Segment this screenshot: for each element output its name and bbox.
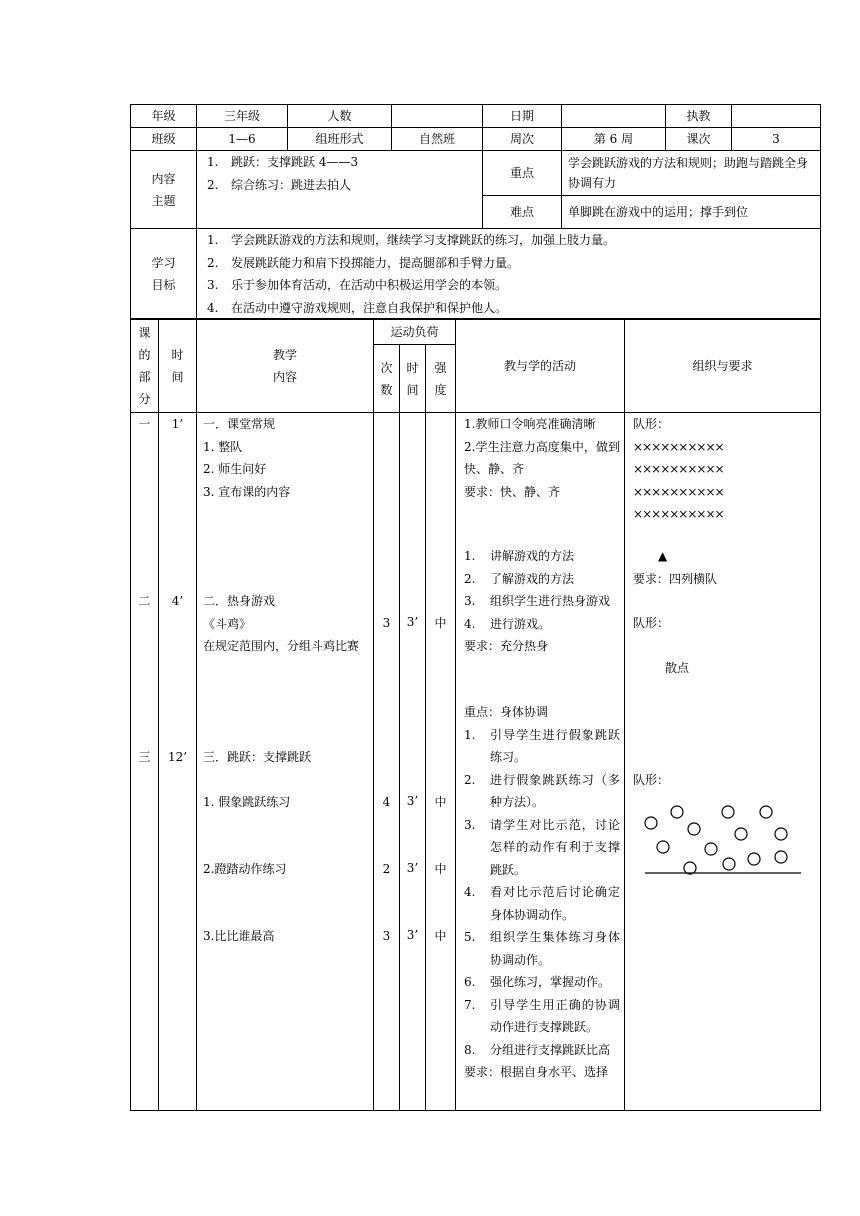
content-label: 内容 主题 (131, 151, 197, 229)
lesson-value: 3 (732, 128, 821, 151)
lesson-header-table (130, 104, 821, 151)
s1-item: 1. 整队 (203, 439, 243, 454)
col-activity: 教与学的活动 (456, 319, 625, 413)
activity-3-item: 6. 强化练习，掌握动作。 (464, 975, 611, 989)
goal-item: 2. 发展跳跃能力和肩下投掷能力，提高腿部和手臂力量。 (207, 255, 520, 270)
content-goals-table (130, 150, 821, 320)
grade-value: 三年级 (197, 105, 288, 128)
activity-3-item: 4. 看对比示范后讨论确定身体协调动作。 (464, 885, 621, 922)
col-load: 运动负荷 (374, 319, 456, 345)
activity-3-item: 7. 引导学生用正确的协调动作进行支撑跳跃。 (464, 997, 621, 1034)
teacher-triangle-icon: ▲ (658, 549, 668, 563)
form-value: 自然班 (392, 128, 483, 151)
student-circle (775, 828, 787, 840)
week-value: 第 6 周 (562, 128, 666, 151)
formation-row: ×××××××××× (633, 439, 724, 454)
date-value (562, 105, 666, 128)
col-load-intensity: 强 度 (426, 345, 456, 413)
difficulty-label: 难点 (483, 196, 562, 229)
part-cell (131, 413, 159, 1111)
content-items (197, 151, 483, 229)
part-2: 二 (138, 594, 151, 608)
load-intensity: 中 (434, 929, 447, 943)
activity-1-line: 2.学生注意力高度集中，做到快、静、齐 (464, 439, 621, 476)
goal-item: 1. 学会跳跃游戏的方法和规则，继续学习支撑跳跃的练习，加强上肢力量。 (207, 233, 616, 247)
activity-cell (456, 413, 625, 1111)
col-part: 课 的 部 分 (131, 319, 159, 413)
s2-title: 二．热身游戏 (203, 594, 276, 608)
s1-item: 3. 宣布课的内容 (203, 484, 291, 499)
count-label: 人数 (288, 105, 392, 128)
s3-title: 三．跳跃：支撑跳跃 (203, 750, 312, 764)
time-cell (159, 413, 197, 1111)
scatter-formation-diagram (633, 798, 819, 878)
student-circle (723, 858, 735, 870)
org-req-1: 要求：四列横队 (633, 572, 718, 586)
date-label: 日期 (483, 105, 562, 128)
load-duration: 3’ (406, 861, 419, 875)
goals-items (197, 229, 821, 320)
student-circle (760, 806, 772, 818)
formation-row: ×××××××××× (633, 462, 724, 476)
org-formation-label: 队形： (633, 616, 670, 630)
col-load-count: 次 数 (374, 345, 400, 413)
load-intensity: 中 (434, 616, 447, 630)
part-1: 一 (138, 417, 151, 431)
goals-label: 学习 目标 (131, 229, 197, 320)
load-duration: 3’ (406, 928, 419, 942)
org-formation-label: 队形： (633, 417, 670, 431)
content-item: 2. 综合练习：跳进去拍人 (207, 177, 352, 192)
s2-desc: 在规定范围内，分组斗鸡比赛 (203, 639, 360, 653)
col-content: 教学 内容 (197, 319, 374, 413)
grade-label: 年级 (131, 105, 197, 128)
class-value: 1—6 (197, 128, 288, 151)
student-circle (705, 843, 717, 855)
activity-2-item: 3. 组织学生进行热身游戏 (464, 594, 611, 608)
activity-3-req: 要求：根据自身水平、选择 (464, 1065, 609, 1079)
col-organization: 组织与要求 (625, 319, 821, 413)
load-intensity: 中 (434, 862, 447, 876)
formation-row: ×××××××××× (633, 484, 724, 499)
teacher-value (732, 105, 821, 128)
s3-item: 1. 假象跳跃练习 (203, 795, 291, 809)
load-intensity: 中 (434, 795, 447, 809)
time-3: 12’ (167, 750, 188, 764)
activity-3-item: 1. 引导学生进行假象跳跃练习。 (464, 727, 621, 764)
teacher-label: 执教 (666, 105, 732, 128)
load-count: 2 (382, 862, 391, 876)
load-duration: 3’ (406, 615, 419, 629)
activity-1-line: 要求：快、静、齐 (464, 484, 561, 499)
student-circle (645, 817, 657, 829)
org-scatter-label: 散点 (665, 661, 690, 675)
s1-title: 一．课堂常规 (203, 417, 276, 431)
load-count: 4 (382, 795, 391, 809)
time-2: 4’ (171, 594, 184, 608)
activity-1-line: 1.教师口令响亮准确清晰 (464, 417, 596, 431)
part-3: 三 (138, 750, 151, 764)
activity-2-item: 2. 了解游戏的方法 (464, 571, 575, 586)
activity-2-item: 1. 讲解游戏的方法 (464, 549, 575, 563)
s3-item: 3.比比谁最高 (203, 929, 275, 943)
activity-3-key: 重点：身体协调 (464, 705, 549, 719)
count-value (392, 105, 483, 128)
class-label: 班级 (131, 128, 197, 151)
content-cell (197, 413, 374, 1111)
key-label: 重点 (483, 151, 562, 196)
lesson-label: 课次 (666, 128, 732, 151)
load-intensity-cell (426, 413, 456, 1111)
key-text: 学会跳跃游戏的方法和规则；助跑与踏跳全身协调有力 (562, 151, 821, 196)
difficulty-text: 单脚跳在游戏中的运用；撑手到位 (562, 196, 821, 229)
student-circle (671, 806, 683, 818)
activity-2-item: 4. 进行游戏。 (464, 616, 551, 631)
activity-2-req: 要求：充分热身 (464, 639, 549, 653)
s2-game: 《斗鸡》 (203, 616, 252, 631)
student-circle (684, 862, 696, 874)
col-time: 时 间 (159, 319, 197, 413)
content-item: 1. 跳跃：支撑跳跃 4——3 (207, 155, 359, 169)
col-load-duration: 时 间 (400, 345, 426, 413)
time-1: 1’ (171, 417, 184, 431)
activity-3-item: 2. 进行假象跳跃练习（多种方法）。 (464, 772, 621, 809)
student-circle (775, 851, 787, 863)
activity-3-item: 3. 请学生对比示范，讨论怎样的动作有利于支撑跳跃。 (464, 817, 621, 877)
form-label: 组班形式 (288, 128, 392, 151)
load-count-cell (374, 413, 400, 1111)
activity-3-item: 8. 分组进行支撑跳跃比高 (464, 1042, 611, 1057)
activity-3-item: 5. 组织学生集体练习身体协调动作。 (464, 930, 621, 967)
student-circle (688, 823, 700, 835)
student-circle (748, 853, 760, 865)
load-count: 3 (382, 929, 391, 943)
lesson-body-table (130, 318, 821, 1111)
student-circle (722, 806, 734, 818)
student-circle (657, 841, 669, 853)
student-circle (735, 828, 747, 840)
load-duration-cell (400, 413, 426, 1111)
week-label: 周次 (483, 128, 562, 151)
s1-item: 2. 师生问好 (203, 462, 267, 476)
organization-cell (625, 413, 821, 1111)
goal-item: 3. 乐于参加体育活动，在活动中积极运用学会的本领。 (207, 278, 508, 292)
load-duration: 3’ (406, 794, 419, 808)
goal-item: 4. 在活动中遵守游戏规则，注意自我保护和保护他人。 (207, 300, 508, 315)
s3-item: 2.蹬踏动作练习 (203, 862, 287, 876)
org-formation-label: 队形： (633, 773, 670, 787)
load-count: 3 (382, 616, 391, 630)
formation-row: ×××××××××× (633, 507, 724, 521)
